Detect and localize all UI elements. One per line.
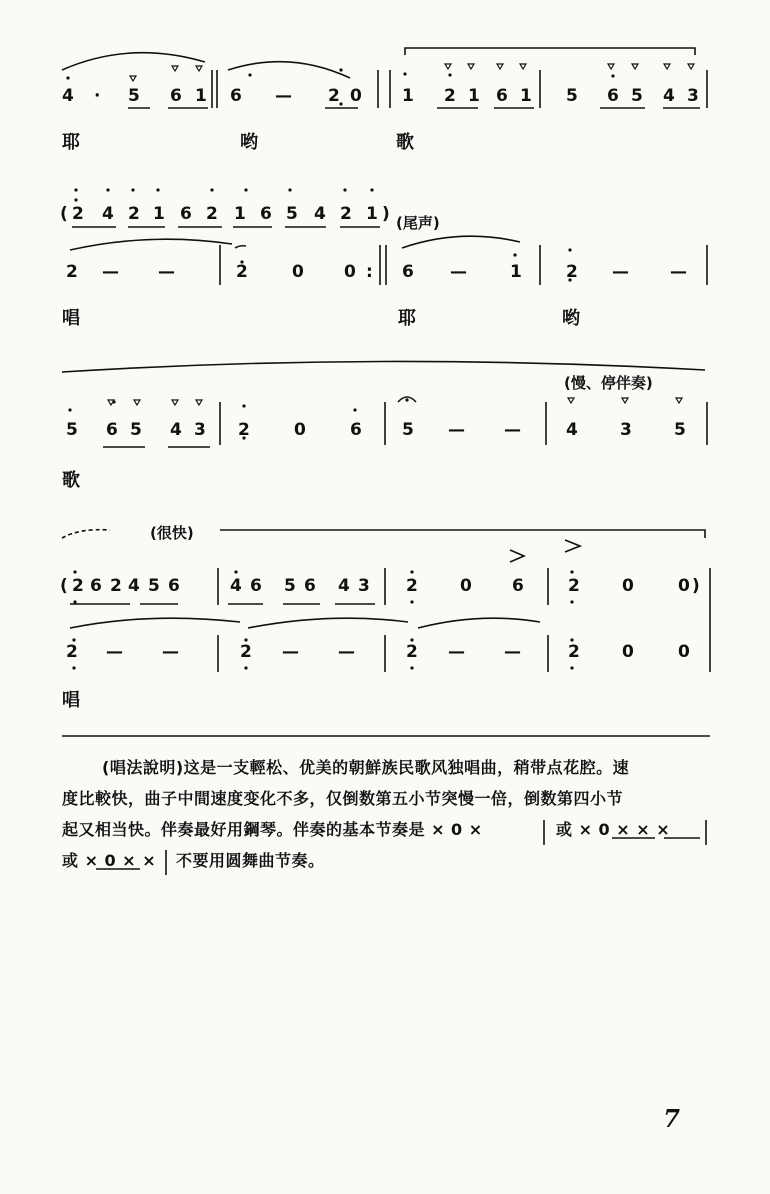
- lyric-7: 歌: [62, 470, 80, 491]
- explanation-text-4b: 不要用圆舞曲节奏。: [176, 851, 325, 870]
- explanation-line-2: 度比較快，曲子中間速度变化不多，仅倒数第五小节突慢一倍，倒数第四小节: [62, 789, 624, 808]
- lyric-3: 歌: [396, 132, 414, 153]
- explanation-line-4: [62, 845, 722, 876]
- explanation-text-1: 这是一支輕松、优美的朝鮮族民歌风独唱曲，稍带点花腔。速: [183, 758, 630, 777]
- lyric-5: 耶: [398, 308, 416, 329]
- lyric-2: 哟: [240, 132, 258, 153]
- explanation-text-3a: 起又相当快。伴奏最好用鋼琴。伴奏的基本节奏是 × 0 ×: [62, 820, 483, 839]
- tempo-note-slow: (慢、停伴奏): [564, 374, 653, 392]
- tempo-note-fast: (很快): [150, 524, 194, 542]
- lyric-8: 唱: [62, 690, 80, 711]
- coda-label: (尾声): [396, 214, 440, 232]
- explanation-line-1: [62, 752, 722, 783]
- explanation-title: (唱法說明): [102, 758, 184, 777]
- explanation-text-4a: 或 × 0 × ×: [62, 851, 157, 870]
- explanation-line-3: [62, 814, 722, 845]
- lyric-1: 耶: [62, 132, 80, 153]
- page-number: 7: [663, 1104, 680, 1133]
- lyric-4: 唱: [62, 308, 80, 329]
- lyric-6: 哟: [562, 308, 580, 329]
- explanation-text-3b: 或 × 0 × × ×: [556, 820, 671, 839]
